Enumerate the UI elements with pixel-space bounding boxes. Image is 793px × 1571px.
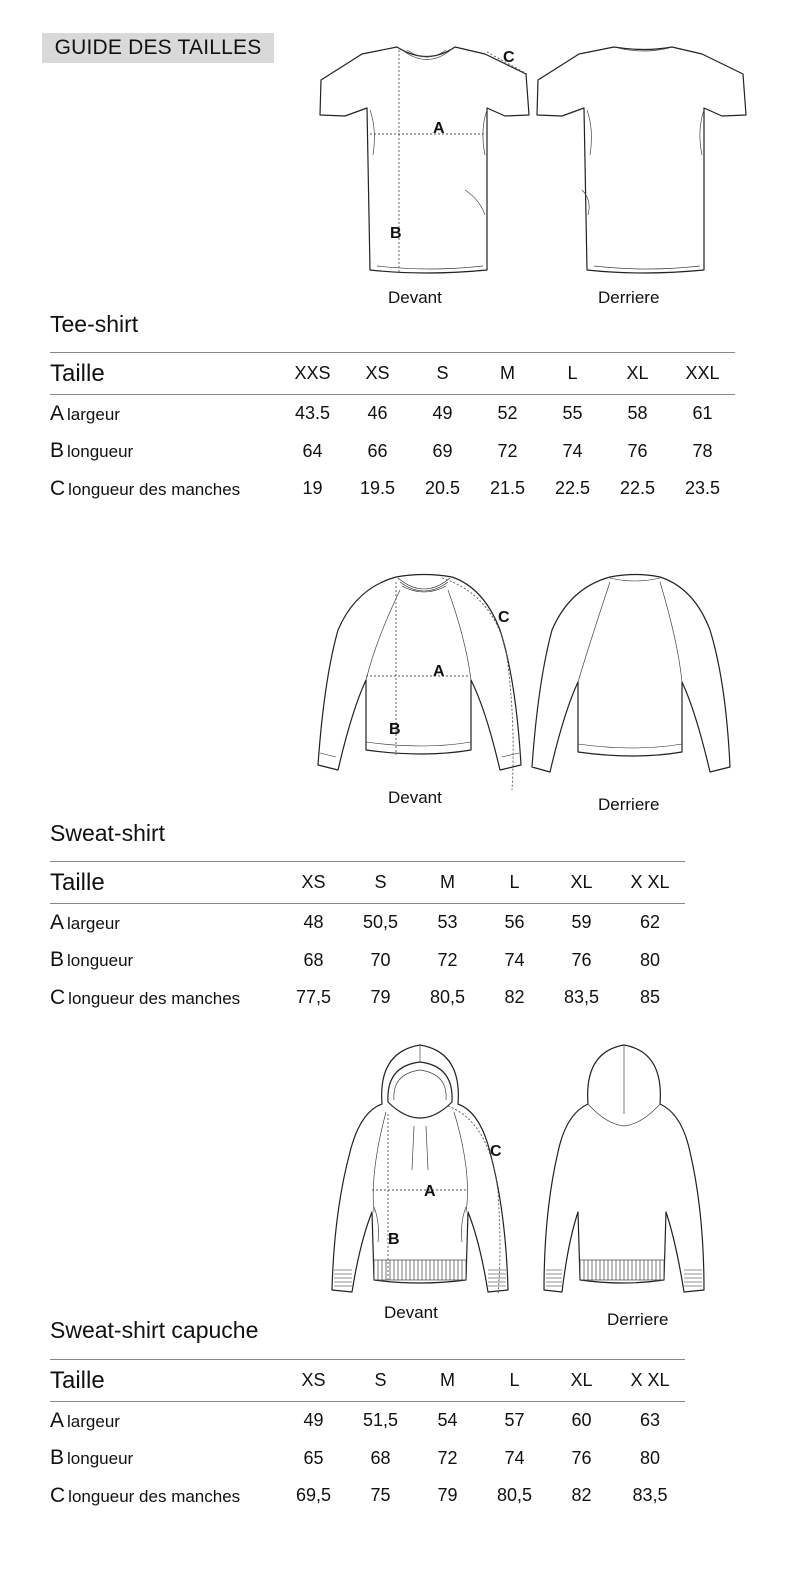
size-col-header: XXS (294, 363, 331, 383)
row-letter: C (50, 476, 66, 500)
sweat-shirt-front-illustration (316, 570, 526, 795)
tee-shirt-size-table (50, 352, 735, 508)
table-cell: 72 (437, 1447, 458, 1468)
size-col-header: XL (626, 363, 649, 383)
table-cell: 82 (504, 987, 525, 1008)
row-name: longueur (67, 1449, 134, 1469)
hoodie-title: Sweat-shirt capuche (50, 1317, 259, 1343)
table-cell: 53 (437, 912, 458, 933)
table-cell: 59 (571, 912, 592, 933)
table-cell: 22.5 (619, 478, 656, 499)
sweat-shirt-front-label: Devant (388, 788, 442, 807)
row-name: longueur des manches (68, 479, 241, 499)
tee-shirt-title: Tee-shirt (50, 311, 139, 337)
table-row (50, 942, 685, 980)
row-letter: B (50, 1446, 65, 1470)
tee-shirt-front-label: Devant (388, 288, 442, 307)
size-col-header: M (440, 1370, 455, 1390)
table-cell: 77,5 (295, 987, 332, 1008)
row-label (50, 470, 280, 508)
row-name: largeur (67, 1411, 120, 1431)
table-cell: 64 (302, 440, 323, 461)
tee-shirt-back-illustration (532, 40, 752, 285)
table-cell: 65 (303, 1447, 324, 1468)
size-col-header: S (374, 872, 387, 892)
tee-shirt-front-illustration (315, 40, 540, 285)
table-row (50, 904, 685, 942)
measure-a-mark: A (424, 1183, 436, 1200)
size-col-header: X XL (630, 872, 670, 892)
table-cell: 69 (432, 440, 453, 461)
table-cell: 60 (571, 1410, 592, 1431)
table-cell: 80 (639, 949, 661, 970)
table-cell: 48 (303, 912, 324, 933)
size-col-header: L (509, 872, 520, 892)
row-label (50, 942, 280, 980)
row-label (50, 904, 280, 942)
sweat-shirt-back-label: Derriere (598, 795, 660, 814)
measure-b-mark: B (388, 1231, 400, 1248)
table-cell: 76 (571, 1447, 592, 1468)
table-row (50, 395, 735, 433)
table-cell: 54 (437, 1410, 458, 1431)
table-cell: 76 (571, 949, 592, 970)
table-cell: 69,5 (295, 1485, 332, 1506)
tee-shirt-back-label: Derriere (598, 288, 660, 307)
sweat-shirt-back-illustration (530, 572, 735, 797)
table-cell: 52 (497, 403, 518, 424)
hoodie-rib-hem (334, 1260, 506, 1286)
table-cell: 19.5 (359, 478, 396, 499)
row-label (50, 1477, 280, 1515)
table-cell: 74 (504, 949, 525, 970)
table-cell: 66 (367, 440, 388, 461)
row-label (50, 979, 280, 1017)
table-cell: 49 (432, 403, 453, 424)
table-cell: 80 (639, 1447, 661, 1468)
size-col-header: XS (365, 363, 390, 383)
row-letter: B (50, 439, 65, 463)
row-letter: A (50, 910, 65, 934)
table-cell: 68 (303, 949, 324, 970)
sweat-shirt-title: Sweat-shirt (50, 820, 166, 846)
table-cell: 20.5 (424, 478, 461, 499)
row-name: largeur (67, 913, 120, 933)
table-cell: 58 (627, 403, 648, 424)
table-cell: 76 (627, 440, 648, 461)
table-cell: 63 (639, 1410, 661, 1431)
table-cell: 22.5 (554, 478, 591, 499)
table-cell: 74 (562, 440, 583, 461)
size-col-header: XS (301, 872, 326, 892)
row-letter: A (50, 401, 65, 425)
table-cell: 74 (504, 1447, 525, 1468)
table-row (50, 1402, 685, 1440)
table-cell: 83,5 (632, 1485, 668, 1506)
row-letter: B (50, 948, 65, 972)
table-cell: 21.5 (489, 478, 526, 499)
size-col-header: XL (570, 1370, 593, 1390)
measure-c-mark: C (498, 609, 510, 626)
size-col-header: S (374, 1370, 387, 1390)
table-cell: 79 (437, 1485, 458, 1506)
table-cell: 72 (437, 949, 458, 970)
table-row (50, 1440, 685, 1478)
row-letter: C (50, 1483, 66, 1507)
page-title: GUIDE DES TAILLES (42, 33, 274, 63)
table-cell: 50,5 (362, 912, 399, 933)
table-row (50, 433, 735, 471)
size-header: Taille (50, 868, 105, 896)
row-name: longueur des manches (68, 1486, 241, 1506)
row-name: largeur (67, 404, 120, 424)
table-row (50, 1477, 685, 1515)
measure-c-mark: C (503, 49, 515, 66)
table-cell: 72 (497, 440, 518, 461)
table-row (50, 470, 735, 508)
size-col-header: M (500, 363, 515, 383)
table-cell: 79 (370, 987, 391, 1008)
row-label (50, 433, 280, 471)
measure-a-mark: A (433, 120, 445, 137)
table-cell: 83,5 (563, 987, 600, 1008)
table-cell: 56 (504, 912, 525, 933)
size-col-header: S (436, 363, 449, 383)
table-cell: 85 (639, 987, 661, 1008)
size-col-header: X XL (630, 1370, 670, 1390)
size-col-header: L (567, 363, 578, 383)
size-col-header: M (440, 872, 455, 892)
table-cell: 57 (504, 1410, 525, 1431)
table-cell: 23.5 (684, 478, 721, 499)
hoodie-back-illustration (540, 1042, 710, 1300)
measure-b-mark: B (390, 225, 402, 242)
row-label (50, 1402, 280, 1440)
table-cell: 70 (370, 949, 391, 970)
table-cell: 49 (303, 1410, 324, 1431)
table-cell: 75 (370, 1485, 391, 1506)
row-letter: C (50, 985, 66, 1009)
table-cell: 19 (302, 478, 323, 499)
size-col-header: XS (301, 1370, 326, 1390)
row-name: longueur des manches (68, 988, 241, 1008)
hoodie-front-label: Devant (384, 1303, 438, 1322)
row-name: longueur (67, 951, 134, 971)
size-col-header: XL (570, 872, 593, 892)
table-cell: 51,5 (362, 1410, 399, 1431)
hoodie-size-table (50, 1359, 685, 1515)
table-cell: 61 (692, 403, 713, 424)
measure-c-mark: C (490, 1143, 502, 1160)
row-letter: A (50, 1408, 65, 1432)
size-col-header: XXL (685, 363, 720, 383)
table-header-row (50, 862, 685, 904)
table-cell: 80,5 (429, 987, 466, 1008)
table-cell: 62 (639, 912, 661, 933)
hoodie-back-label: Derriere (607, 1310, 669, 1329)
size-header: Taille (50, 359, 105, 387)
measure-a-mark: A (433, 663, 445, 680)
row-name: longueur (67, 442, 134, 462)
table-header-row (50, 1360, 685, 1402)
size-col-header: L (509, 1370, 520, 1390)
table-cell: 80,5 (496, 1485, 533, 1506)
hoodie-front-illustration (330, 1042, 530, 1300)
table-cell: 46 (367, 403, 388, 424)
table-cell: 82 (571, 1485, 592, 1506)
table-cell: 55 (562, 403, 583, 424)
row-label (50, 395, 280, 433)
measure-b-mark: B (389, 721, 401, 738)
table-header-row (50, 353, 735, 395)
table-row (50, 979, 685, 1017)
row-label (50, 1440, 280, 1478)
table-cell: 43.5 (294, 403, 331, 424)
table-cell: 68 (370, 1447, 391, 1468)
sweat-shirt-size-table (50, 861, 685, 1017)
size-header: Taille (50, 1366, 105, 1394)
table-cell: 78 (692, 440, 713, 461)
